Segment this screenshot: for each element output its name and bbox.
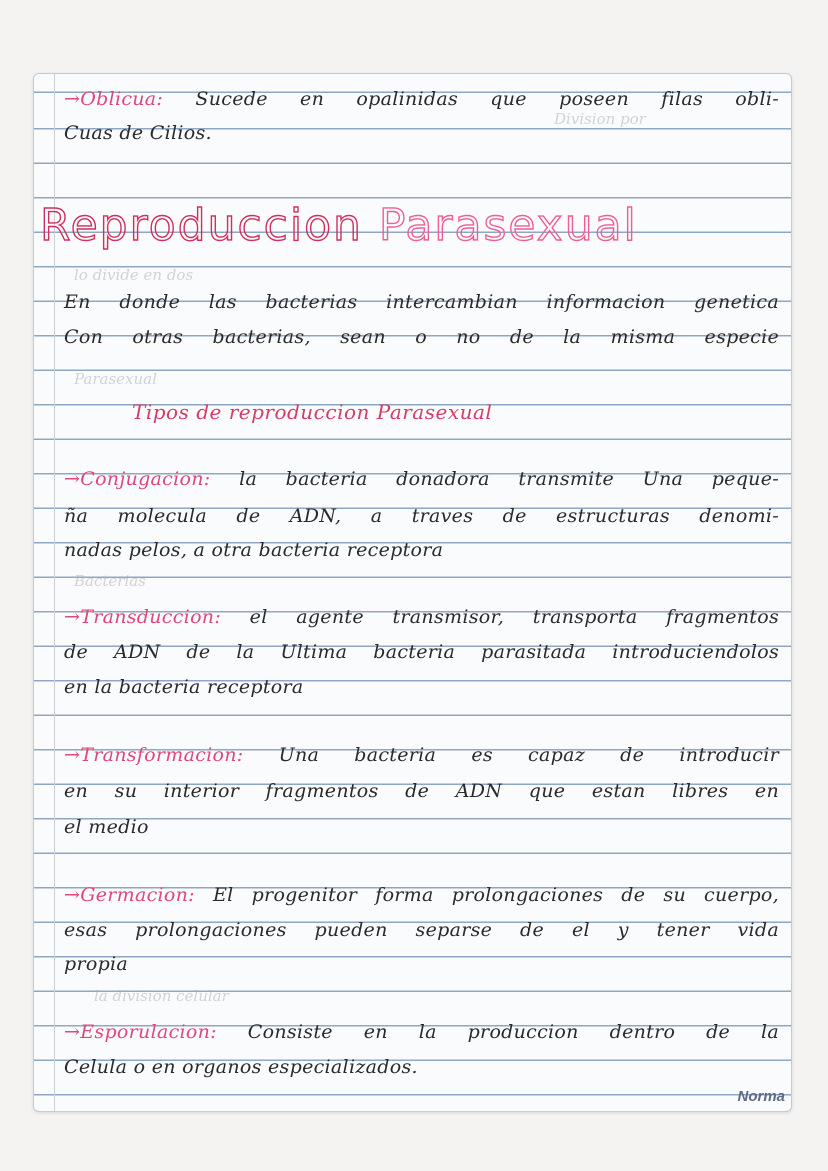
text-line-18: Celula o en organos especializados.: [64, 1056, 418, 1078]
text-line-5: [64, 468, 779, 490]
section-subtitle: Tipos de reproduccion Parasexual: [132, 400, 493, 424]
line-text: Consiste en la produccion dentro de la: [216, 1021, 779, 1043]
text-line-13: el medio: [64, 816, 149, 838]
text-line-8: [64, 606, 779, 628]
title-word-1: Reproduccion: [40, 200, 363, 251]
text-line-16: propia: [64, 953, 129, 975]
arrow-icon: →: [64, 468, 81, 490]
term-germacion: Germacion:: [80, 884, 195, 906]
title-word-2: Parasexual: [378, 200, 638, 251]
text-line-15: esas prolongaciones pueden separse de el y tener vida: [64, 919, 779, 941]
norma-logo: Norma: [737, 1088, 785, 1105]
text-line-7: nadas pelos, a otra bacteria receptora: [64, 539, 444, 561]
term-oblicua: Oblicua:: [80, 88, 164, 110]
bleed-through-text: lo divide en dos: [74, 266, 194, 284]
text-line-1: [64, 88, 779, 110]
text-line-6: ña molecula de ADN, a traves de estructuras denomi-: [64, 505, 779, 527]
arrow-icon: →: [64, 884, 81, 906]
arrow-icon: →: [64, 1021, 81, 1043]
line-text: El progenitor forma prolongaciones de su cuerpo,: [194, 884, 779, 906]
arrow-icon: →: [64, 744, 81, 766]
arrow-icon: →: [64, 606, 81, 628]
line-text: la bacteria donadora transmite Una peque-: [210, 468, 779, 490]
line-text: Una bacteria es capaz de introducir: [243, 744, 779, 766]
arrow-icon: →: [64, 88, 81, 110]
line-text: Sucede en opalinidas que poseen filas obli-: [163, 88, 779, 110]
text-line-17: [64, 1021, 779, 1043]
text-line-14: [64, 884, 779, 906]
text-line-11: [64, 744, 779, 766]
text-line-2: Cuas de Cilios.: [64, 122, 212, 144]
notebook-page: [33, 73, 792, 1112]
line-text: el agente transmisor, transporta fragmentos: [221, 606, 779, 628]
term-esporulacion: Esporulacion:: [80, 1021, 217, 1043]
bleed-through-text: Bacterias: [74, 572, 146, 590]
text-line-9: de ADN de la Ultima bacteria parasitada introduciendolos: [64, 641, 779, 663]
text-line-4: Con otras bacterias, sean o no de la misma especie: [64, 326, 779, 348]
bleed-through-text: Division por: [554, 110, 646, 128]
term-transformacion: Transformacion:: [80, 744, 244, 766]
term-conjugacion: Conjugacion:: [80, 468, 211, 490]
bleed-through-text: la division celular: [94, 987, 229, 1005]
text-line-12: en su interior fragmentos de ADN que estan libres en: [64, 780, 779, 802]
bleed-through-text: Parasexual: [74, 370, 157, 388]
text-line-3: En donde las bacterias intercambian informacion genetica: [64, 291, 779, 313]
section-title: [40, 200, 638, 251]
term-transduccion: Transduccion:: [80, 606, 222, 628]
text-line-10: en la bacteria receptora: [64, 676, 304, 698]
